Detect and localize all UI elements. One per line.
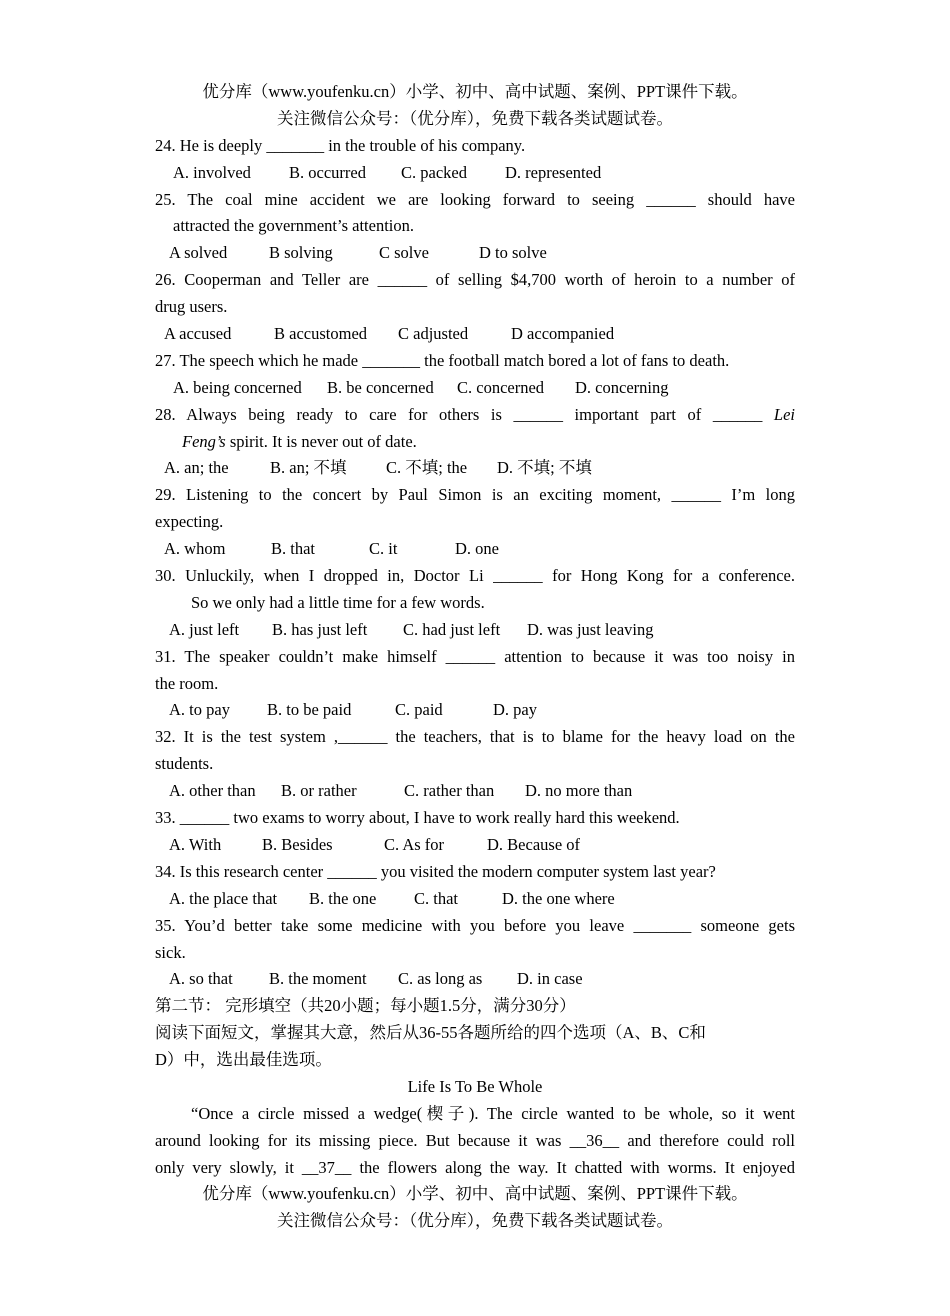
option-b: B. to be paid: [267, 700, 352, 720]
footer-line-1: 优分库（www.youfenku.cn）小学、初中、高中试题、案例、PPT课件下载。: [202, 1184, 748, 1203]
passage-line-3: only very slowly, it __37__ the flowers along the way. It chatted with worms. It enjoyed: [155, 1157, 795, 1177]
option-b: B. the moment: [269, 969, 367, 989]
option-c: C solve: [379, 243, 429, 263]
option-a: A. With: [169, 834, 222, 854]
option-d: D. represented: [505, 162, 602, 182]
option-d: D. the one where: [502, 888, 615, 908]
option-c: C. packed: [401, 162, 467, 182]
option-b: B. that: [271, 539, 315, 559]
question-28-italic-feng: Feng’s: [182, 431, 226, 451]
option-c: C. As for: [384, 834, 445, 854]
option-c: C. as long as: [398, 969, 483, 989]
question-33-options: [155, 832, 795, 859]
question-26-options: [155, 321, 795, 348]
passage-title: Life Is To Be Whole: [407, 1076, 543, 1096]
option-b: B. Besides: [262, 834, 333, 854]
page-content: [155, 79, 795, 1182]
question-28-text-2: spirit. It is never out of date.: [225, 431, 417, 451]
question-28-text: 28. Always being ready to care for others is ______ important part of ______: [155, 404, 763, 424]
option-d: D. 不填; 不填: [497, 458, 592, 478]
option-c: C. it: [369, 539, 398, 559]
question-30-stem-1: 30. Unluckily, when I dropped in, Doctor Li ______ for Hong Kong for a conference.: [155, 566, 795, 586]
option-b: B accustomed: [274, 324, 368, 344]
question-32-stem-1: 32. It is the test system ,______ the teachers, that is to blame for the heavy load on the: [155, 727, 795, 747]
option-c: C. rather than: [404, 781, 495, 801]
header-line-1: 优分库（www.youfenku.cn）小学、初中、高中试题、案例、PPT课件下载。: [202, 82, 748, 101]
option-a: A. the place that: [169, 888, 278, 908]
question-32-options: [155, 778, 795, 805]
passage-line-2: around looking for its missing piece. But because it was __36__ and therefore could roll: [155, 1130, 795, 1150]
question-28-stem-1: [155, 402, 795, 429]
question-29-stem-1: 29. Listening to the concert by Paul Simon is an exciting moment, ______ I’m long: [155, 485, 795, 505]
question-30-options: [155, 617, 795, 644]
option-a: A. being concerned: [173, 377, 302, 397]
option-c: C. had just left: [403, 619, 501, 639]
question-32-stem-2: students.: [155, 754, 214, 774]
option-b: B. has just left: [272, 619, 368, 639]
option-b: B. an; 不填: [270, 458, 347, 478]
option-d: D. Because of: [487, 834, 581, 854]
question-24-options: [155, 160, 795, 187]
question-25-stem-2: attracted the government’s attention.: [173, 216, 414, 236]
question-31-stem-1: 31. The speaker couldn’t make himself ______ attention to because it was too noisy in: [155, 646, 795, 666]
option-c: C. paid: [395, 700, 443, 720]
question-31-stem-2: the room.: [155, 673, 219, 693]
option-b: B solving: [269, 243, 333, 263]
option-a: A. other than: [169, 781, 256, 801]
footer-line-2: 关注微信公众号：（优分库），免费下载各类试题试卷。: [277, 1210, 673, 1230]
option-a: A. just left: [169, 619, 240, 639]
question-29-options: [155, 536, 795, 563]
question-28-options: [155, 455, 795, 482]
option-d: D. one: [455, 539, 499, 559]
option-a: A. involved: [173, 162, 251, 182]
option-b: B. be concerned: [327, 377, 434, 397]
option-d: D. in case: [517, 969, 583, 989]
section-2-heading: 第二节： 完形填空（共20小题；每小题1.5分，满分30分）: [155, 996, 576, 1016]
option-a: A. so that: [169, 969, 233, 989]
question-33-stem: 33. ______ two exams to worry about, I have to work really hard this weekend.: [155, 808, 680, 828]
option-b: B. occurred: [289, 162, 366, 182]
question-25-stem-1: 25. The coal mine accident we are looking forward to seeing ______ should have: [155, 189, 795, 209]
question-28-italic-lei: Lei: [773, 404, 796, 424]
question-27-stem: 27. The speech which he made _______ the football match bored a lot of fans to death.: [155, 350, 730, 370]
section-2-instruction-2: D）中，选出最佳选项。: [155, 1050, 332, 1070]
question-26-stem-2: drug users.: [155, 297, 228, 317]
option-d: D to solve: [479, 243, 547, 263]
option-d: D accompanied: [511, 324, 615, 344]
option-c: C. that: [414, 888, 458, 908]
question-34-stem: 34. Is this research center ______ you visited the modern computer system last year?: [155, 861, 716, 881]
question-27-options: [155, 375, 795, 402]
option-a: A. an; the: [164, 458, 229, 478]
option-d: D. was just leaving: [527, 619, 654, 639]
option-d: D. pay: [493, 700, 537, 720]
question-35-stem-1: 35. You’d better take some medicine with you before you leave _______ someone gets: [155, 915, 795, 935]
option-b: B. or rather: [281, 781, 357, 801]
question-28-stem-2: [155, 429, 795, 456]
question-35-options: [155, 966, 795, 993]
option-a: A solved: [169, 243, 228, 263]
question-26-stem-1: 26. Cooperman and Teller are ______ of selling $4,700 worth of heroin to a number of: [155, 270, 795, 290]
question-29-stem-2: expecting.: [155, 512, 224, 532]
option-a: A accused: [164, 324, 232, 344]
question-31-options: [155, 697, 795, 724]
option-c: C. 不填; the: [386, 458, 468, 478]
page-footer: [155, 1181, 795, 1235]
header-line-2: 关注微信公众号：（优分库），免费下载各类试题试卷。: [277, 108, 673, 128]
option-a: A. whom: [164, 539, 226, 559]
option-d: D. concerning: [575, 377, 669, 397]
option-a: A. to pay: [169, 700, 230, 720]
option-c: C. concerned: [457, 377, 545, 397]
section-2-instruction-1: 阅读下面短文，掌握其大意，然后从36-55各题所给的四个选项（A、B、C和: [155, 1023, 706, 1043]
option-d: D. no more than: [525, 781, 633, 801]
question-30-stem-2: So we only had a little time for a few words.: [191, 592, 485, 612]
question-35-stem-2: sick.: [155, 942, 186, 962]
option-b: B. the one: [309, 888, 377, 908]
question-24-stem: 24. He is deeply _______ in the trouble of his company.: [155, 135, 526, 155]
passage-line-1: “Once a circle missed a wedge(楔子). The circle wanted to be whole, so it went: [191, 1103, 795, 1123]
option-c: C adjusted: [398, 324, 469, 344]
question-25-options: [155, 240, 795, 267]
question-34-options: [155, 886, 795, 913]
